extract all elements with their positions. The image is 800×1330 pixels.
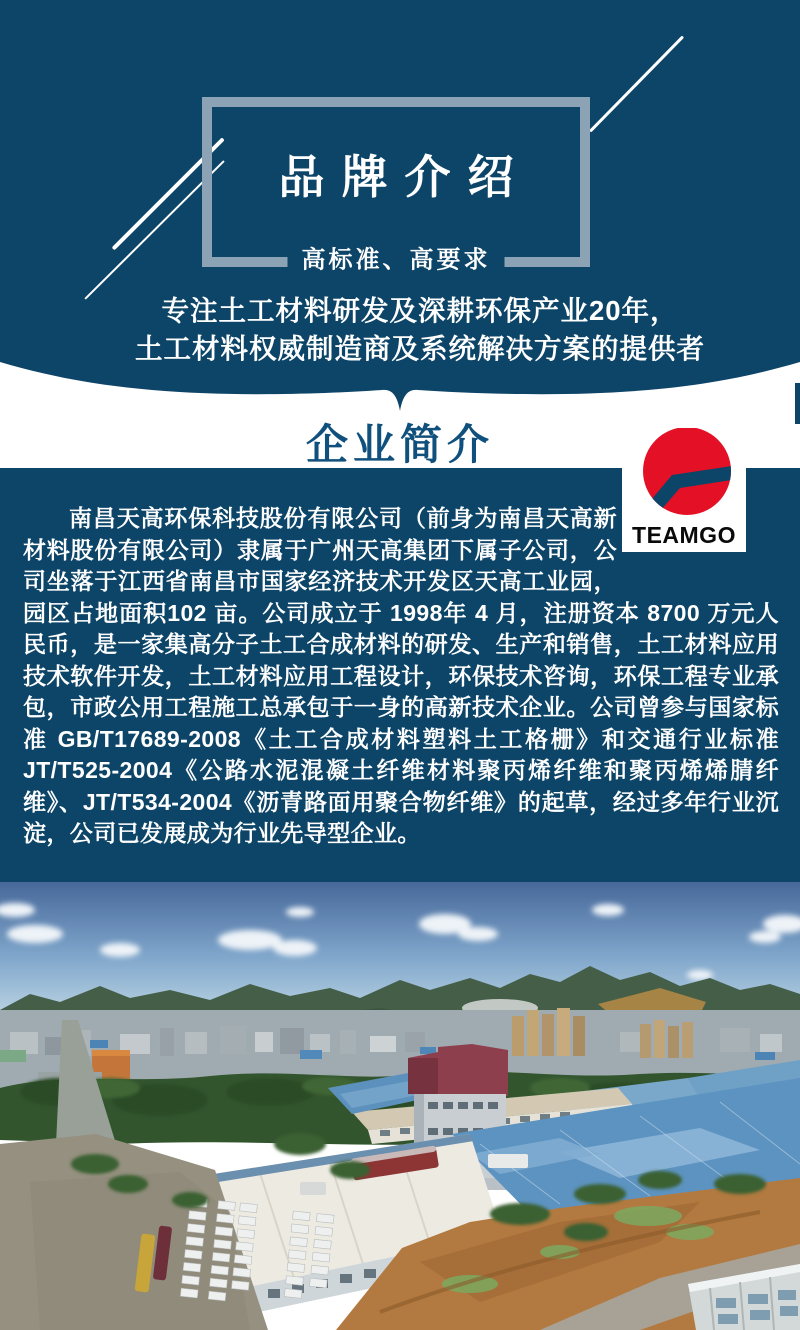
brand-title: 品牌介绍 [278, 151, 531, 203]
factory-aerial-photo [0, 882, 800, 1330]
company-profile-text: 南昌天高环保科技股份有限公司（前身为南昌天高新材料股份有限公司）隶属于广州天高集团下属子公司，公司坐落于江西省南昌市国家经济技术开发区天高工业园，园区占地面积102 亩。公司成立于 1998年 4 月，注册资本 8700 万元人民币，是一家集高分子土工合成材料的研发、生产和销售，土工材料应用技术软件开发，土工材料应用工程设计，环保技术咨询，环保工程专业承包，市政公用工程施工总承包于一身的高新技术企业。公司曾参与国家标准 GB/T17689-2008《土工合成材料塑料土工格栅》和交通行业标准 JT/T525-2004《公路水泥混凝土纤维材料聚丙烯纤维和聚丙烯烯腈纤维》、JT/T534-2004《沥青路面用聚合物纤维》的起草，经过多年行业沉淀，公司已发展成为行业先导型企业。 [23, 505, 779, 846]
teamgo-logo [622, 428, 746, 556]
brand-subtitle: 高标准、高要求 [288, 237, 505, 278]
teamgo-wordmark: TEAMGO [632, 522, 736, 548]
hero-tagline [40, 292, 800, 368]
tagline-line-2: 土工材料权威制造商及系统解决方案的提供者 [135, 333, 705, 364]
hero-section [0, 0, 800, 468]
company-profile-section [0, 468, 800, 882]
tagline-line-1: 专注土工材料研发及深耕环保产业20年， [161, 295, 679, 326]
section-title: 企业简介 [305, 421, 494, 468]
factory-aerial-photo-illustration [0, 882, 800, 1330]
